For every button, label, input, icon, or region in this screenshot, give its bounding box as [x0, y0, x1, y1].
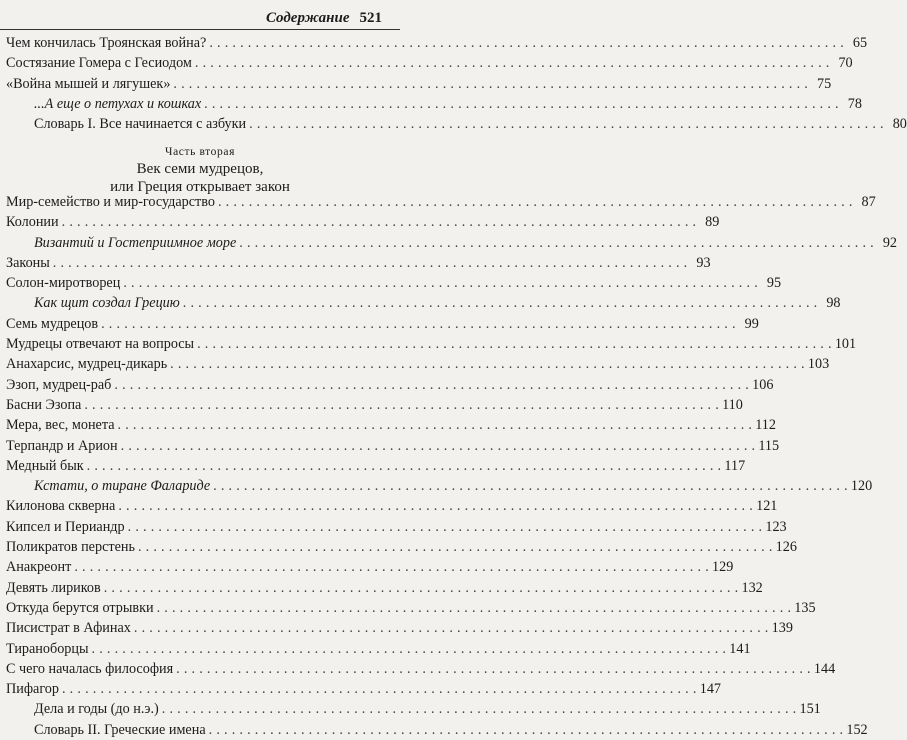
toc-entry-title: Мера, вес, монета — [6, 417, 115, 434]
toc-entry-title: Как щит создал Грецию — [34, 295, 180, 312]
dot-leader — [128, 517, 763, 537]
toc-entry — [0, 699, 821, 719]
dot-leader — [239, 233, 874, 253]
dot-leader — [101, 314, 736, 334]
toc-entry — [0, 415, 776, 435]
dot-leader — [84, 395, 719, 415]
toc-entry — [0, 293, 841, 313]
toc-entry-page-number: 70 — [838, 55, 853, 72]
toc-section-top — [0, 33, 907, 134]
dot-leader — [62, 679, 697, 699]
toc-entry-page-number: 115 — [758, 437, 780, 454]
toc-entry-title: Эзоп, мудрец-раб — [6, 376, 112, 393]
toc-entry-page-number: 112 — [755, 417, 776, 434]
toc-entry — [0, 537, 797, 557]
dot-leader — [118, 415, 753, 435]
toc-entry-page-number: 120 — [850, 478, 873, 495]
toc-entry — [0, 53, 853, 73]
running-head — [266, 10, 382, 27]
toc-entry-title: Поликратов перстень — [6, 539, 135, 556]
toc-entry — [0, 314, 759, 334]
toc-entry — [0, 639, 751, 659]
toc-entry-page-number: 99 — [744, 315, 759, 332]
dot-leader — [87, 456, 722, 476]
dot-leader — [218, 192, 853, 212]
toc-entry — [0, 354, 830, 374]
toc-entry-page-number: 95 — [766, 275, 782, 292]
toc-entry — [0, 456, 746, 476]
toc-entry-page-number: 135 — [794, 599, 816, 616]
toc-entry-page-number: 132 — [741, 579, 763, 596]
toc-entry — [0, 334, 857, 354]
toc-section-bottom — [0, 192, 897, 740]
dot-leader — [209, 33, 844, 53]
toc-entry — [0, 253, 711, 273]
toc-entry-title: С чего началась философия — [6, 660, 174, 677]
toc-entry-page-number: 78 — [847, 95, 862, 112]
toc-entry-title: Килонова скверна — [6, 498, 116, 515]
toc-entry-title: Дела и годы (до н.э.) — [34, 701, 159, 718]
dot-leader — [104, 578, 739, 598]
toc-entry-page-number: 144 — [813, 660, 836, 677]
toc-entry-title: Тираноборцы — [6, 640, 89, 657]
dot-leader — [121, 436, 756, 456]
toc-entry-title: Пифагор — [6, 681, 59, 698]
toc-entry — [0, 273, 782, 293]
dot-leader — [157, 598, 792, 618]
dot-leader — [114, 375, 749, 395]
toc-entry — [0, 212, 720, 232]
dot-leader — [53, 253, 688, 273]
toc-entry — [0, 557, 734, 577]
part-heading — [0, 144, 400, 196]
toc-entry — [0, 679, 721, 699]
toc-entry-title: Законы — [6, 254, 50, 271]
toc-entry-page-number: 101 — [834, 336, 857, 353]
toc-entry-title: Анахарсис, мудрец-дикарь — [6, 356, 168, 373]
toc-entry-page-number: 87 — [861, 194, 876, 210]
dot-leader — [134, 618, 769, 638]
toc-entry — [0, 598, 816, 618]
toc-entry — [0, 436, 780, 456]
toc-entry-title: ...А еще о петухах и кошках — [34, 95, 202, 112]
dot-leader — [118, 496, 753, 516]
toc-entry-title: Словарь I. Все начинается с азбуки — [34, 116, 247, 133]
toc-entry-page-number: 93 — [696, 254, 711, 271]
dot-leader — [62, 212, 697, 232]
dot-leader — [197, 334, 832, 354]
toc-entry — [0, 618, 793, 638]
dot-leader — [204, 94, 839, 114]
toc-entry-title: Писистрат в Афинах — [6, 620, 131, 637]
toc-entry-page-number: 110 — [722, 396, 743, 413]
toc-entry-title: Девять лириков — [6, 579, 101, 596]
dot-leader — [162, 699, 797, 719]
toc-entry — [0, 192, 876, 212]
running-head-page-number: 521 — [359, 10, 382, 26]
toc-entry-page-number: 126 — [775, 539, 797, 556]
toc-entry-page-number: 139 — [771, 620, 793, 637]
toc-entry-title: Анакреонт — [6, 559, 72, 576]
toc-entry-page-number: 103 — [807, 356, 830, 373]
toc-entry-page-number: 80 — [892, 116, 907, 133]
toc-entry — [0, 94, 862, 114]
toc-entry — [0, 74, 832, 94]
toc-entry — [0, 375, 774, 395]
toc-entry — [0, 496, 778, 516]
part-title: Век семи мудрецов, — [136, 161, 264, 177]
toc-entry-title: Кстати, о тиране Фалариде — [34, 478, 211, 495]
toc-entry — [0, 395, 743, 415]
toc-entry-title: Словарь II. Греческие имена — [34, 721, 206, 738]
toc-entry-title: Басни Эзопа — [6, 396, 82, 413]
toc-entry-page-number: 65 — [852, 35, 868, 51]
toc-entry-title: Состязание Гомера с Гесиодом — [6, 55, 192, 72]
toc-entry-title: Мир-семейство и мир-государство — [6, 194, 215, 210]
dot-leader — [209, 720, 844, 740]
toc-entry-title: Медный бык — [6, 457, 84, 474]
toc-entry-page-number: 106 — [752, 376, 774, 393]
toc-entry-page-number: 89 — [705, 214, 720, 231]
toc-entry — [0, 517, 787, 537]
toc-entry-page-number: 117 — [724, 457, 746, 474]
toc-entry-page-number: 151 — [799, 701, 821, 718]
part-subtitle: или Греция открывает закон — [110, 179, 290, 195]
toc-entry — [0, 33, 868, 53]
toc-entry-title: Кипсел и Периандр — [6, 518, 125, 535]
dot-leader — [92, 639, 727, 659]
toc-entry-page-number: 123 — [765, 518, 787, 535]
toc-entry — [0, 114, 907, 134]
toc-entry-page-number: 75 — [816, 75, 832, 92]
toc-entry — [0, 233, 897, 253]
toc-entry — [0, 659, 836, 679]
toc-entry-title: Солон-миротворец — [6, 275, 121, 292]
toc-entry-page-number: 129 — [712, 559, 734, 576]
dot-leader — [183, 293, 818, 313]
dot-leader — [173, 74, 808, 94]
toc-entry-title: Чем кончилась Троянская война? — [6, 35, 207, 51]
toc-entry — [0, 578, 763, 598]
toc-entry-title: Терпандр и Арион — [6, 437, 118, 454]
dot-leader — [195, 53, 830, 73]
dot-leader — [213, 476, 848, 496]
part-label: Часть вторая — [165, 146, 235, 158]
toc-entry-title: «Война мышей и лягушек» — [6, 75, 171, 92]
dot-leader — [249, 114, 884, 134]
toc-entry-title: Откуда берутся отрывки — [6, 599, 154, 616]
dot-leader — [138, 537, 773, 557]
header-rule — [0, 29, 400, 30]
toc-entry — [0, 476, 873, 496]
toc-entry-page-number: 98 — [826, 295, 841, 312]
dot-leader — [176, 659, 811, 679]
toc-entry-page-number: 92 — [882, 234, 897, 251]
toc-entry-page-number: 147 — [699, 681, 721, 698]
toc-entry-title: Мудрецы отвечают на вопросы — [6, 336, 195, 353]
toc-entry-page-number: 141 — [729, 640, 751, 657]
dot-leader — [123, 273, 758, 293]
toc-entry-title: Колонии — [6, 214, 59, 231]
dot-leader — [170, 354, 805, 374]
toc-entry — [0, 720, 868, 740]
toc-entry-title: Византий и Гостеприимное море — [34, 234, 237, 251]
toc-entry-page-number: 121 — [756, 498, 778, 515]
toc-entry-page-number: 152 — [846, 721, 868, 738]
toc-entry-title: Семь мудрецов — [6, 315, 99, 332]
dot-leader — [74, 557, 709, 577]
running-head-title: Содержание — [265, 10, 350, 26]
